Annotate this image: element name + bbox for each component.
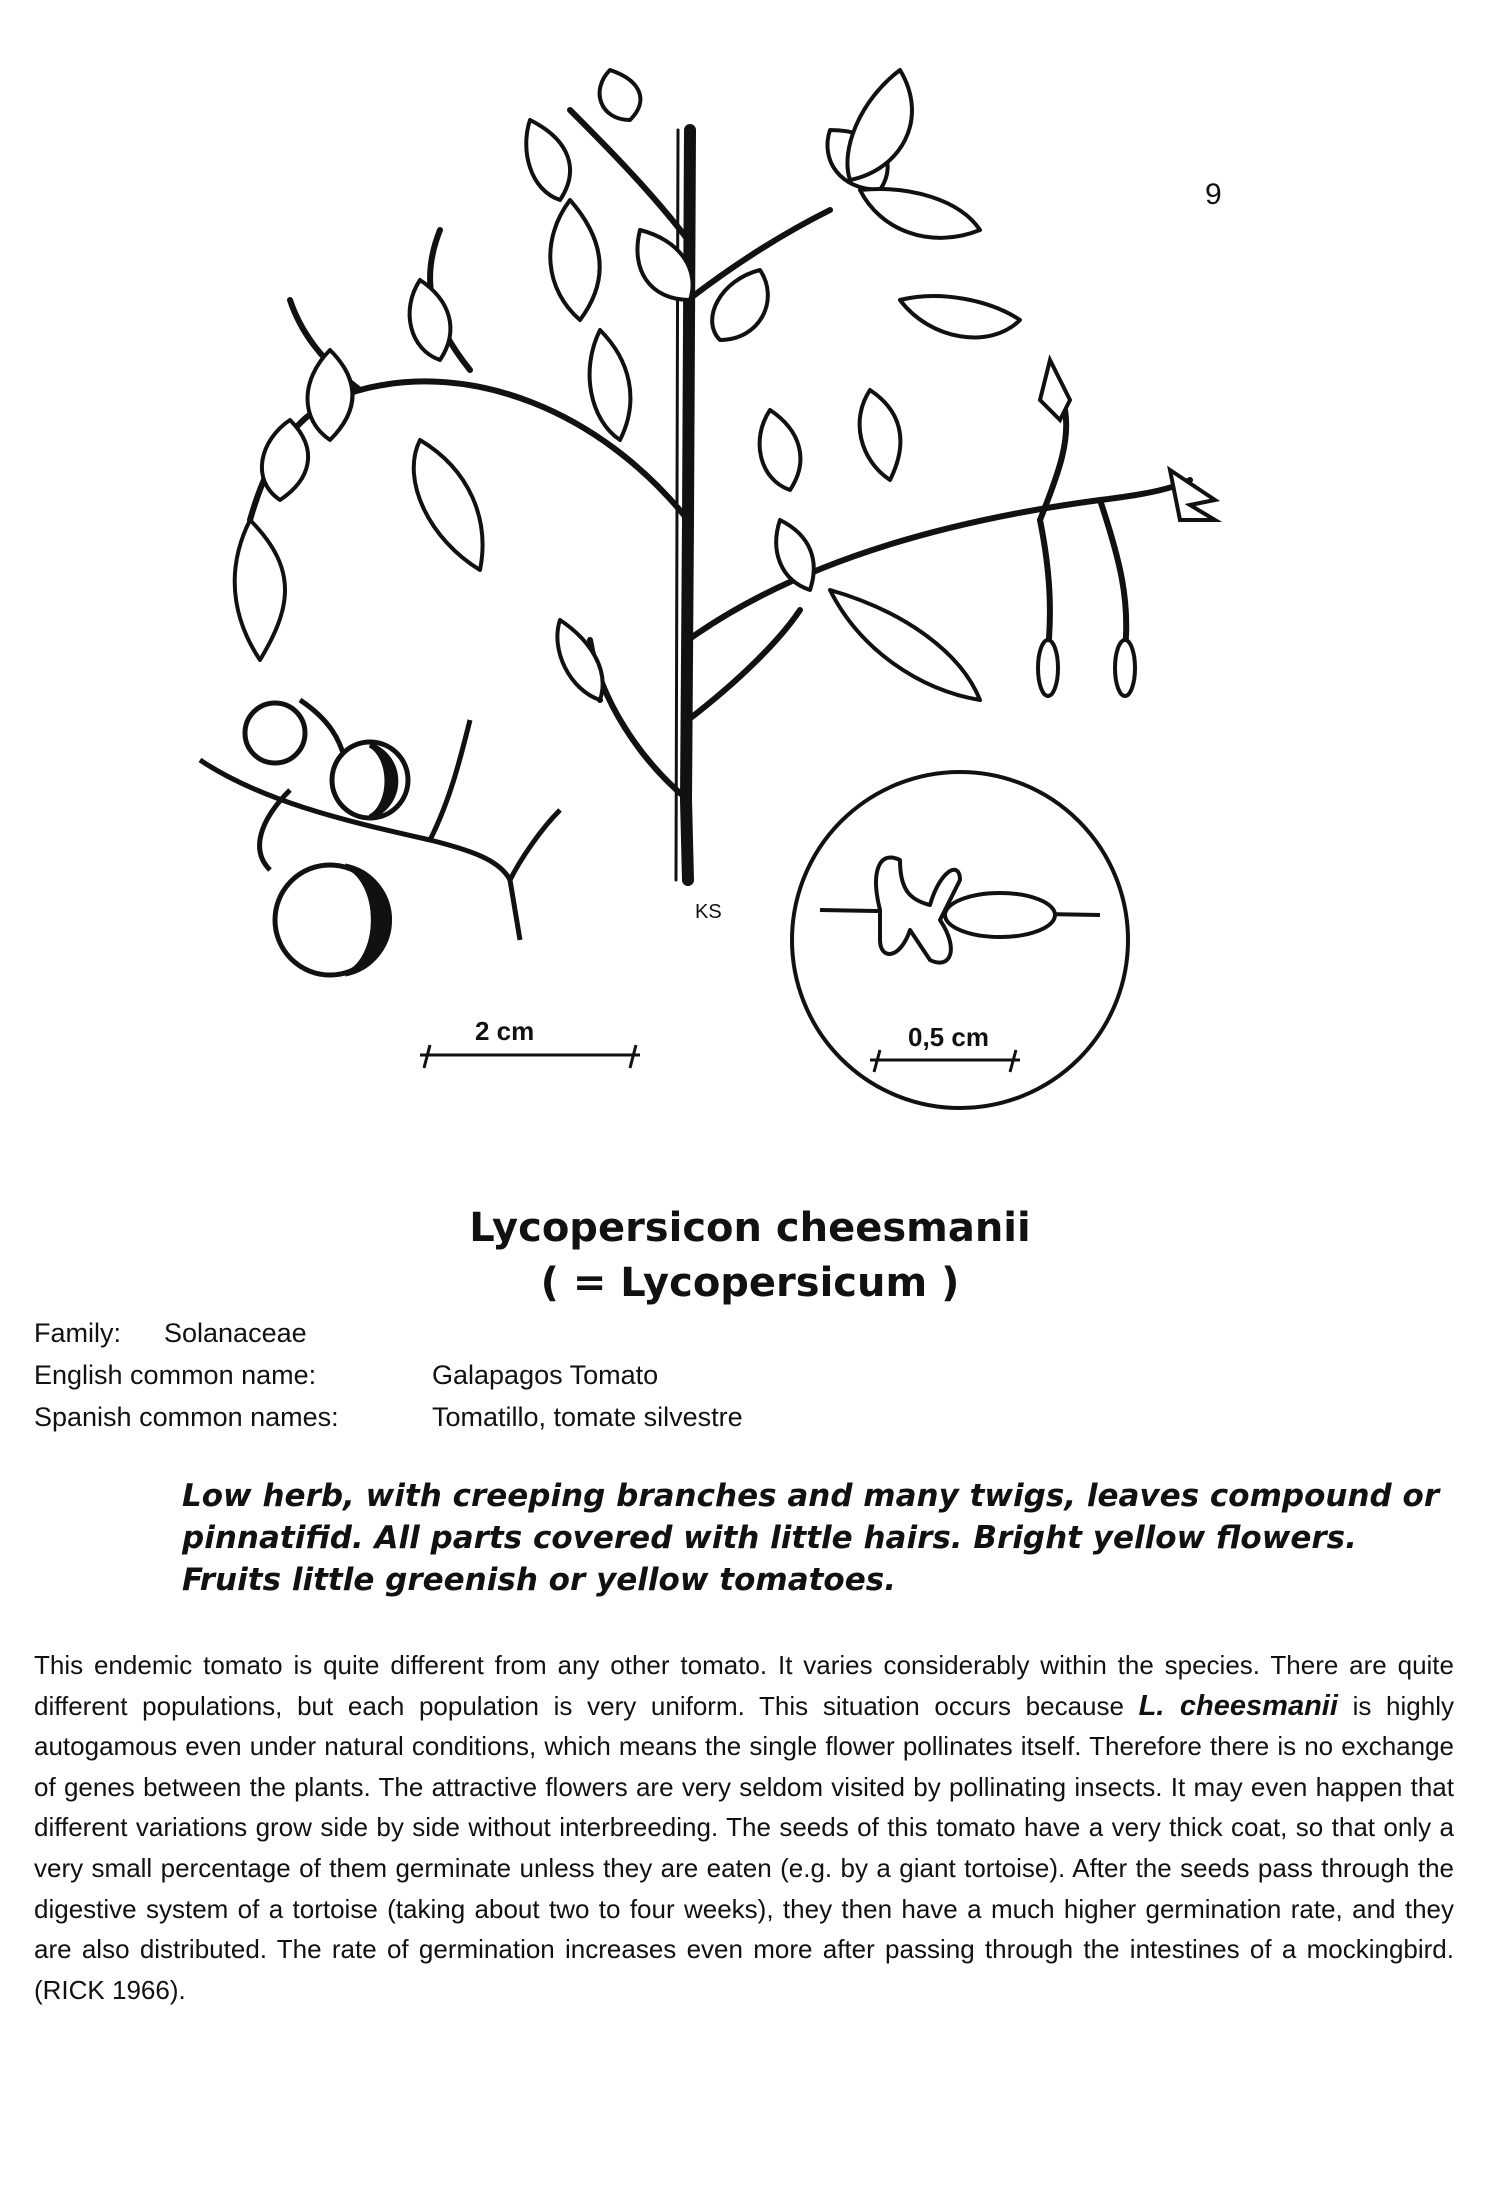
- right-branch: [688, 480, 1190, 640]
- leaf: [526, 120, 570, 200]
- scale-bar-main: [420, 1045, 640, 1068]
- family-value: Solanaceae: [164, 1318, 307, 1348]
- flower-inset-circle: [792, 772, 1128, 1108]
- scale-label-inset: 0,5 cm: [908, 1022, 989, 1052]
- flower-bud: [945, 893, 1055, 937]
- flower: [1040, 360, 1070, 420]
- leaf: [235, 520, 285, 660]
- english-name-label: English common name:: [34, 1360, 317, 1390]
- family-label: Family:: [34, 1318, 121, 1348]
- species-name-inline: L. cheesmanii: [1138, 1689, 1338, 1722]
- spanish-name-label: Spanish common names:: [34, 1402, 339, 1432]
- leaf: [550, 200, 599, 320]
- leaf: [414, 440, 483, 570]
- species-synonym: ( = Lycopersicum ): [540, 1260, 960, 1306]
- species-title: Lycopersicon cheesmanii: [469, 1205, 1031, 1251]
- english-name-value: Galapagos Tomato: [432, 1360, 659, 1390]
- flower-bud: [1038, 640, 1058, 696]
- leaf: [900, 296, 1020, 337]
- leaf: [830, 590, 980, 700]
- page-number: 9: [1205, 178, 1222, 211]
- leaf: [776, 520, 814, 590]
- description-part-2: is highly autogamous even under natural conditions, which means the single flower pollinates itself. Therefore there is no exchange of genes between the plants. The attractive flowers are very seldom visited by pollinating insects. It may even happen that different variations grow side by side without interbreeding. The seeds of this tomato have a very thick coat, so that only a very small percentage of them germinate unless they are eaten (e.g. by a giant tortoise). After the seeds pass through the digestive system of a tortoise (taking about two to four weeks), they then have a much higher germination rate, and they are also distributed. The rate of germination increases even more after passing through the intestines of a mockingbird. (RICK 1966).: [34, 1690, 1454, 2005]
- leaf: [712, 270, 768, 340]
- leaf: [590, 330, 631, 440]
- flower: [1170, 470, 1215, 520]
- leaf: [600, 70, 641, 120]
- scale-label-main: 2 cm: [475, 1016, 535, 1046]
- species-description: [34, 1645, 1454, 2010]
- spanish-name-value: Tomatillo, tomate silvestre: [432, 1402, 743, 1432]
- leaf: [860, 189, 980, 238]
- description-part-1: This endemic tomato is quite different from any other tomato. It varies considerably within the species. There are quite different populations, but each population is very uniform. This situation occurs because: [34, 1650, 1454, 1721]
- tomato-fruit: [245, 703, 305, 763]
- species-summary: Low herb, with creeping branches and many twigs, leaves compound or pinnatifid. All parts covered with little hairs. Bright yellow flowers. Fruits little greenish or yellow tomatoes.: [182, 1478, 1440, 1598]
- artist-initials: KS: [695, 901, 722, 923]
- leaf: [410, 280, 451, 360]
- flower-bud: [1115, 640, 1135, 696]
- leaf: [760, 410, 801, 490]
- leaf: [557, 620, 602, 700]
- leaf: [262, 420, 308, 500]
- leaf: [308, 350, 353, 440]
- leaf: [847, 70, 912, 180]
- leaf: [860, 390, 901, 480]
